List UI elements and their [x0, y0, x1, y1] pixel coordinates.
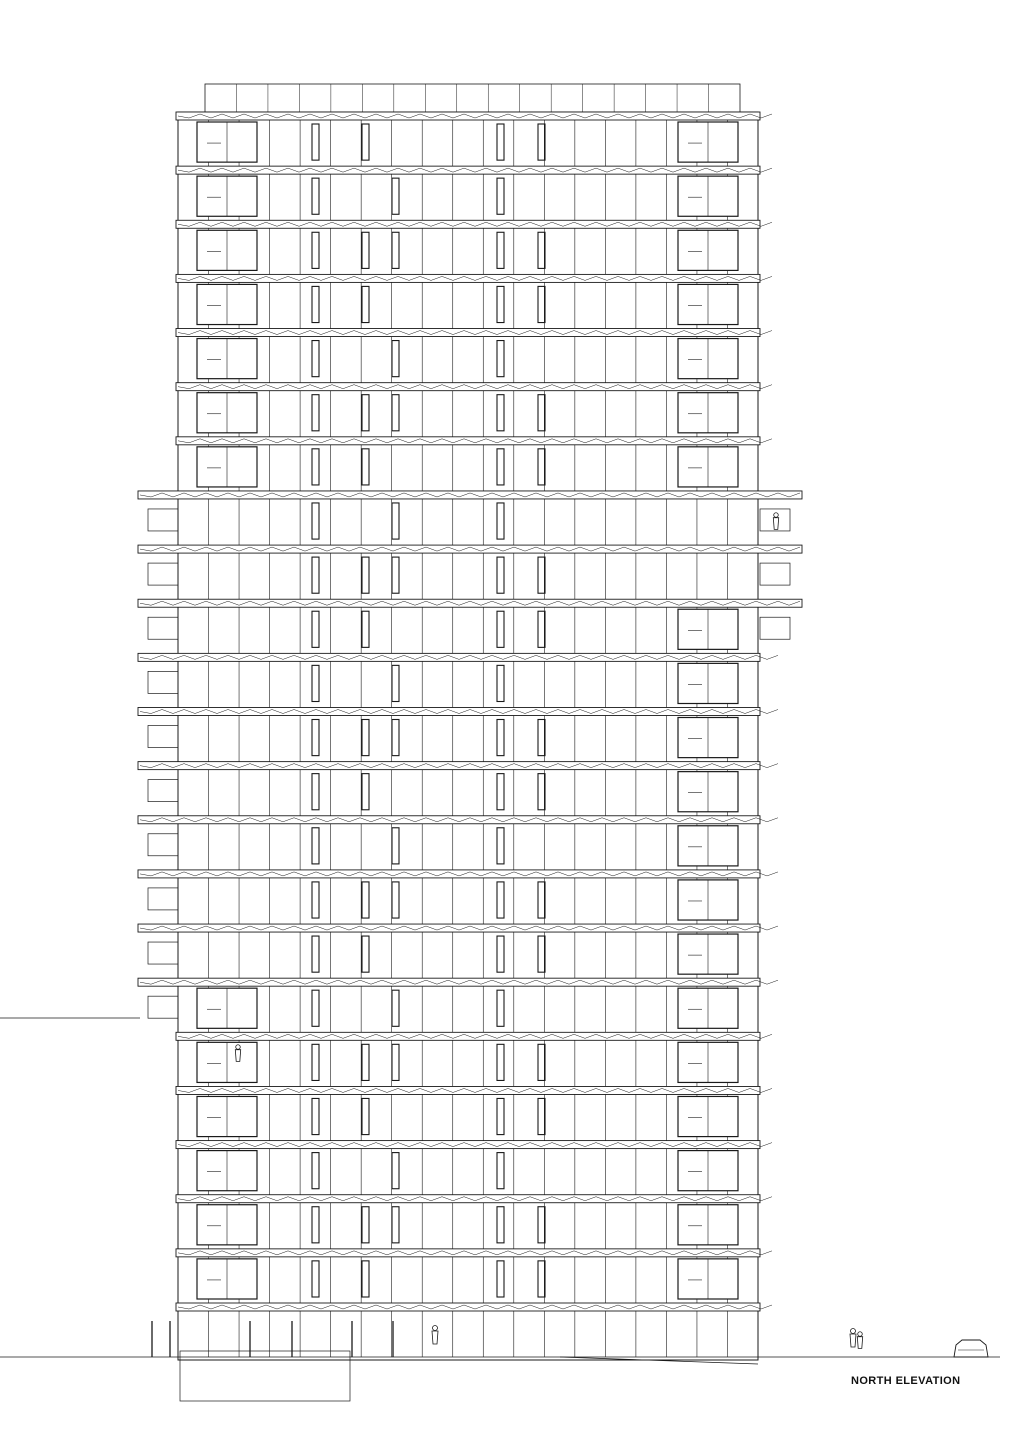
window-slit — [312, 395, 319, 431]
window-slit — [538, 1207, 545, 1243]
balcony-left — [148, 888, 178, 910]
balcony-right — [760, 563, 790, 585]
floor-slab — [138, 653, 760, 661]
window-slit — [497, 286, 504, 322]
window-slit — [392, 1044, 399, 1080]
window-slit — [312, 774, 319, 810]
window-slit — [312, 1044, 319, 1080]
person-head — [858, 1332, 863, 1337]
window-slit — [362, 611, 369, 647]
window-slit — [497, 341, 504, 377]
window-slit — [362, 1207, 369, 1243]
floor-slab — [138, 708, 760, 716]
window-slit — [312, 936, 319, 972]
person-balcony — [773, 513, 778, 530]
window-slit — [312, 1098, 319, 1134]
floor-slab — [176, 112, 760, 120]
balcony-left — [148, 671, 178, 693]
window-slit — [497, 395, 504, 431]
window-slit — [538, 232, 545, 268]
window-slit — [392, 503, 399, 539]
floor-slab — [176, 1086, 760, 1094]
window-slit — [497, 178, 504, 214]
window-slit — [497, 1153, 504, 1189]
window-slit — [362, 720, 369, 756]
window-slit — [538, 395, 545, 431]
window-slit — [538, 720, 545, 756]
balcony-left — [148, 834, 178, 856]
window-slit — [538, 124, 545, 160]
floor-slab — [176, 1303, 760, 1311]
floor-slab — [176, 274, 760, 282]
balcony-right — [760, 617, 790, 639]
window-slit — [312, 449, 319, 485]
balcony-left — [148, 996, 178, 1018]
window-slit — [362, 395, 369, 431]
window-slit — [497, 449, 504, 485]
window-slit — [497, 828, 504, 864]
window-slit — [312, 882, 319, 918]
balcony-left — [148, 563, 178, 585]
window-slit — [497, 232, 504, 268]
facade-outline — [178, 112, 758, 1360]
window-slit — [392, 178, 399, 214]
person-head — [774, 513, 779, 518]
window-slit — [538, 936, 545, 972]
ground-line — [0, 1018, 1000, 1364]
window-slit — [312, 1207, 319, 1243]
person-body — [773, 518, 778, 530]
floor-slab — [176, 166, 760, 174]
window-slit — [538, 611, 545, 647]
window-slit — [312, 1153, 319, 1189]
window-slit — [392, 557, 399, 593]
window-slit — [362, 449, 369, 485]
window-slit — [497, 720, 504, 756]
window-slit — [538, 286, 545, 322]
window-slit — [312, 503, 319, 539]
balcony-right — [760, 509, 790, 531]
person-entrance — [432, 1326, 438, 1345]
window-slit — [362, 124, 369, 160]
window-slit — [362, 1044, 369, 1080]
floor-slab — [138, 870, 760, 878]
window-slit — [497, 665, 504, 701]
window-slit — [497, 124, 504, 160]
window-slit — [538, 449, 545, 485]
window-slit — [538, 774, 545, 810]
window-slit — [538, 882, 545, 918]
person-body — [850, 1334, 856, 1347]
window-slit — [497, 503, 504, 539]
people-and-vehicles — [235, 513, 988, 1357]
window-slit — [392, 828, 399, 864]
window-slit — [497, 990, 504, 1026]
floor-slab — [176, 437, 760, 445]
window-slit — [392, 1207, 399, 1243]
window-slit — [312, 286, 319, 322]
floor-slab — [138, 599, 802, 607]
window-slit — [312, 720, 319, 756]
window-slit — [538, 1044, 545, 1080]
floor-slab — [138, 978, 760, 986]
window-slit — [538, 1098, 545, 1134]
window-slit — [392, 665, 399, 701]
car — [954, 1340, 988, 1357]
person-street-1 — [850, 1329, 856, 1348]
window-slit — [497, 557, 504, 593]
balcony-left — [148, 780, 178, 802]
person-head — [433, 1326, 438, 1331]
window-slit — [362, 882, 369, 918]
car-body — [954, 1340, 988, 1357]
window-slit — [497, 1207, 504, 1243]
window-slit — [497, 882, 504, 918]
window-slit — [312, 232, 319, 268]
floor-slab — [176, 1032, 760, 1040]
floor-slab — [176, 220, 760, 228]
window-slit — [362, 936, 369, 972]
tower-elevation — [138, 84, 802, 1401]
person-head — [851, 1329, 856, 1334]
window-slit — [312, 990, 319, 1026]
window-slit — [312, 665, 319, 701]
window-slit — [312, 611, 319, 647]
lobby-glazing — [180, 1351, 350, 1401]
window-slit — [362, 286, 369, 322]
window-slit — [362, 1261, 369, 1297]
window-slit — [497, 611, 504, 647]
floor-slab — [176, 329, 760, 337]
window-slit — [362, 1098, 369, 1134]
floor-slab — [176, 1249, 760, 1257]
window-slit — [497, 1098, 504, 1134]
window-slit — [362, 232, 369, 268]
balcony-left — [148, 942, 178, 964]
window-slit — [538, 1261, 545, 1297]
window-slit — [312, 178, 319, 214]
person-body — [432, 1331, 438, 1344]
window-slit — [312, 341, 319, 377]
roof-parapet — [205, 84, 740, 112]
window-slit — [392, 232, 399, 268]
window-slit — [312, 828, 319, 864]
window-slit — [497, 1261, 504, 1297]
window-slit — [392, 341, 399, 377]
floor-slab — [138, 762, 760, 770]
drawing-title: NORTH ELEVATION — [851, 1375, 961, 1387]
window-slit — [497, 774, 504, 810]
window-slit — [362, 557, 369, 593]
window-slit — [312, 1261, 319, 1297]
balcony-left — [148, 726, 178, 748]
floor-slab — [138, 545, 802, 553]
window-slit — [538, 557, 545, 593]
floor-slab — [138, 816, 760, 824]
window-slit — [392, 395, 399, 431]
window-slit — [497, 1044, 504, 1080]
floor-slab — [176, 1141, 760, 1149]
window-slit — [392, 720, 399, 756]
floor-slab — [176, 383, 760, 391]
window-slit — [312, 557, 319, 593]
floor-slab — [138, 924, 760, 932]
person-body — [857, 1337, 862, 1349]
person-street-2 — [857, 1332, 862, 1349]
balcony-left — [148, 617, 178, 639]
floor-slab — [176, 1195, 760, 1203]
window-slit — [392, 990, 399, 1026]
window-slit — [392, 1153, 399, 1189]
window-slit — [497, 936, 504, 972]
window-slit — [392, 882, 399, 918]
window-slit — [312, 124, 319, 160]
floor-slab — [138, 491, 802, 499]
window-slit — [362, 774, 369, 810]
balcony-left — [148, 509, 178, 531]
